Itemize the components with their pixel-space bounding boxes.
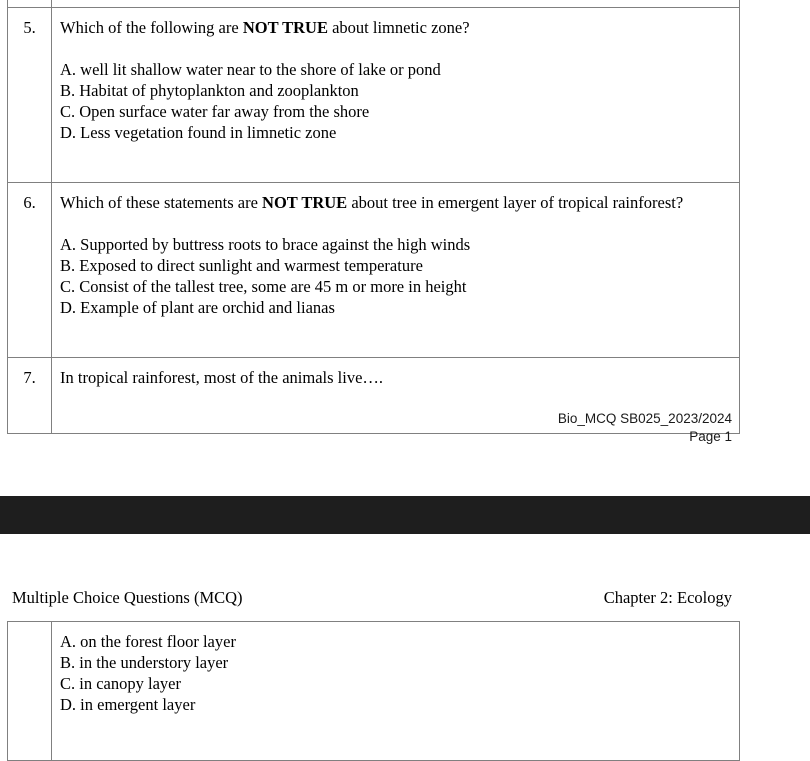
page-header-title: Multiple Choice Questions (MCQ)	[12, 588, 243, 607]
question-stem-before: Which of the following are	[60, 18, 243, 37]
cell-bottom-spacer	[60, 318, 733, 348]
question-stem: In tropical rainforest, most of the animals live….	[60, 368, 384, 387]
page-header-chapter: Chapter 2: Ecology	[603, 588, 732, 607]
table-row-partial	[8, 0, 740, 8]
stem-options-spacer	[60, 38, 733, 59]
question-body-cell	[52, 8, 740, 183]
footer-course-code: Bio_MCQ SB025_2023/2024	[557, 411, 732, 426]
question-body-cell	[52, 183, 740, 358]
question-number-cell	[8, 183, 52, 358]
option-b: B. in the understory layer	[60, 653, 229, 672]
option-c: C. Consist of the tallest tree, some are 45 m or more in height	[60, 277, 467, 296]
question-number: 6.	[23, 193, 36, 212]
table-row	[8, 183, 740, 358]
option-a: A. well lit shallow water near to the shore of lake or pond	[60, 60, 441, 79]
question-stem	[60, 17, 733, 38]
option-d: D. Example of plant are orchid and lianas	[60, 298, 335, 317]
question-number-cell	[8, 622, 52, 761]
page-break-separator	[0, 496, 810, 534]
table-row	[8, 8, 740, 183]
option-d: D. Less vegetation found in limnetic zone	[60, 123, 337, 142]
option-a: A. Supported by buttress roots to brace against the high winds	[60, 235, 471, 254]
question-stem-before: Which of these statements are	[60, 193, 263, 212]
question-number	[8, 622, 51, 631]
option-c: C. in canopy layer	[60, 674, 181, 693]
question-stem	[60, 192, 733, 213]
option-b: B. Habitat of phytoplankton and zooplankton	[60, 81, 359, 100]
table-row	[8, 622, 740, 761]
question-content	[52, 8, 739, 182]
cell-bottom-spacer	[60, 715, 733, 751]
question-content	[52, 183, 739, 357]
question-stem-after: about limnetic zone?	[327, 18, 470, 37]
question-stem-emphasis: NOT TRUE	[262, 193, 348, 212]
question-stem-emphasis: NOT TRUE	[242, 18, 328, 37]
question-body-cell	[52, 0, 740, 8]
questions-table-page-two	[7, 621, 740, 761]
option-c: C. Open surface water far away from the shore	[60, 102, 370, 121]
question-number: 5.	[23, 18, 36, 37]
cell-bottom-spacer	[60, 143, 733, 173]
question-stem-after: about tree in emergent layer of tropical rainforest?	[347, 193, 684, 212]
question-number-cell	[8, 358, 52, 434]
page-header	[12, 587, 732, 608]
question-content	[52, 622, 739, 760]
document-footer	[558, 410, 732, 446]
question-number-cell	[8, 0, 52, 8]
option-a: A. on the forest floor layer	[60, 632, 236, 651]
stem-options-spacer	[60, 213, 733, 234]
question-body-cell	[52, 622, 740, 761]
question-number-cell	[8, 8, 52, 183]
option-b: B. Exposed to direct sunlight and warmest temperature	[60, 256, 423, 275]
option-d: D. in emergent layer	[60, 695, 196, 714]
question-number: 7.	[23, 368, 36, 387]
footer-page-number: Page 1	[689, 429, 732, 444]
questions-table-page-one	[7, 0, 740, 434]
page-two-fragment	[0, 534, 810, 730]
